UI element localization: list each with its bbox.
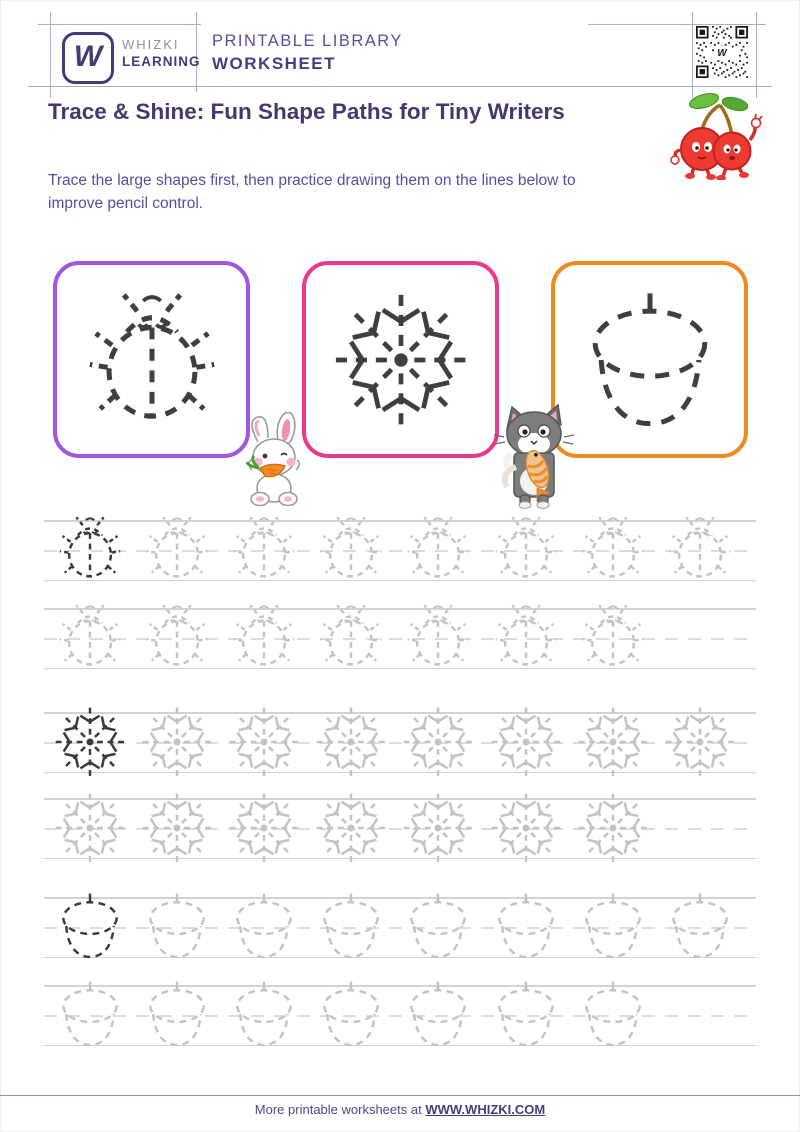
header-doc-type: WORKSHEET [212, 54, 336, 73]
snowflake-trace-icon [327, 286, 475, 434]
footer-link[interactable]: WWW.WHIZKI.COM [425, 1102, 546, 1117]
trace-shape-acorn [569, 897, 656, 958]
instructions-text: Trace the large shapes first, then practice drawing them on the lines below to improve pencil control. [48, 172, 576, 213]
card-acorn [551, 261, 748, 458]
trace-shape-acorn [308, 985, 395, 1046]
trace-shape-snowflake [395, 798, 482, 859]
card-ladybug [53, 261, 250, 458]
trace-shape-acorn [395, 897, 482, 958]
trace-shape-snowflake [220, 712, 307, 773]
trace-shape-snowflake [656, 712, 743, 773]
trace-shape-ladybug [482, 608, 569, 669]
header-rule [38, 24, 201, 25]
trace-shape-acorn [308, 897, 395, 958]
trace-shape-snowflake [46, 712, 133, 773]
trace-shape-acorn [220, 985, 307, 1046]
practice-row-acorn [44, 897, 756, 958]
trace-shape-acorn [133, 985, 220, 1046]
trace-shape-ladybug [656, 520, 743, 581]
trace-shape-acorn [220, 897, 307, 958]
trace-shape-snowflake [220, 798, 307, 859]
svg-text:W: W [717, 47, 727, 59]
trace-shape-snowflake [308, 712, 395, 773]
practice-row-acorn [44, 985, 756, 1046]
acorn-trace-icon [576, 286, 724, 434]
brand-name-secondary: LEARNING [122, 54, 201, 69]
bunny-with-carrot-icon [238, 412, 312, 507]
header-divider [196, 12, 197, 92]
trace-shape-acorn [482, 897, 569, 958]
qr-code-icon [696, 26, 748, 78]
header-kicker: PRINTABLE LIBRARY [212, 32, 403, 50]
trace-shape-acorn [133, 897, 220, 958]
trace-shape-snowflake [46, 798, 133, 859]
header-rule [28, 86, 772, 87]
practice-row-ladybug [44, 608, 756, 669]
trace-cells [46, 897, 756, 958]
trace-shape-acorn [46, 897, 133, 958]
trace-shape-acorn [656, 897, 743, 958]
practice-row-snowflake [44, 798, 756, 859]
trace-shape-ladybug [133, 520, 220, 581]
trace-shape-acorn [395, 985, 482, 1046]
trace-cells [46, 608, 756, 669]
header-rule [50, 12, 51, 98]
trace-shape-ladybug [308, 520, 395, 581]
logo-w-icon: W [73, 40, 103, 73]
trace-shape-snowflake [308, 798, 395, 859]
header-rule [692, 12, 693, 98]
trace-shape-snowflake [569, 798, 656, 859]
trace-cells [46, 520, 756, 581]
header-rule [756, 12, 757, 98]
trace-shape-snowflake [569, 712, 656, 773]
trace-shape-ladybug [220, 608, 307, 669]
practice-rows-section [44, 520, 756, 1046]
page-title: Trace & Shine: Fun Shape Paths for Tiny Writers [48, 99, 565, 124]
footer-text [0, 1102, 800, 1117]
trace-cells [46, 985, 756, 1046]
trace-shape-acorn [482, 985, 569, 1046]
card-snowflake [302, 261, 499, 458]
trace-shape-snowflake [482, 712, 569, 773]
trace-shape-ladybug [482, 520, 569, 581]
trace-shape-ladybug [46, 520, 133, 581]
trace-shape-snowflake [395, 712, 482, 773]
trace-shape-ladybug [133, 608, 220, 669]
trace-shape-snowflake [133, 798, 220, 859]
trace-shape-ladybug [395, 520, 482, 581]
cat-with-fish-icon [492, 403, 576, 509]
brand-logo [62, 32, 114, 84]
trace-shape-ladybug [308, 608, 395, 669]
cherry-characters-icon [668, 92, 768, 180]
trace-shape-acorn [46, 985, 133, 1046]
trace-shape-snowflake [482, 798, 569, 859]
header-rule [588, 24, 766, 25]
practice-row-snowflake [44, 712, 756, 773]
trace-cells [46, 712, 756, 773]
trace-shape-ladybug [220, 520, 307, 581]
footer-divider [0, 1095, 800, 1096]
practice-row-ladybug [44, 520, 756, 581]
trace-shape-ladybug [569, 520, 656, 581]
ladybug-trace-icon [78, 286, 226, 434]
trace-shape-ladybug [46, 608, 133, 669]
footer-label: More printable worksheets at [254, 1102, 422, 1117]
trace-cells [46, 798, 756, 859]
trace-shape-ladybug [569, 608, 656, 669]
trace-shape-acorn [569, 985, 656, 1046]
brand-name: WHIZKI [122, 37, 180, 52]
trace-shape-ladybug [395, 608, 482, 669]
trace-shape-snowflake [133, 712, 220, 773]
